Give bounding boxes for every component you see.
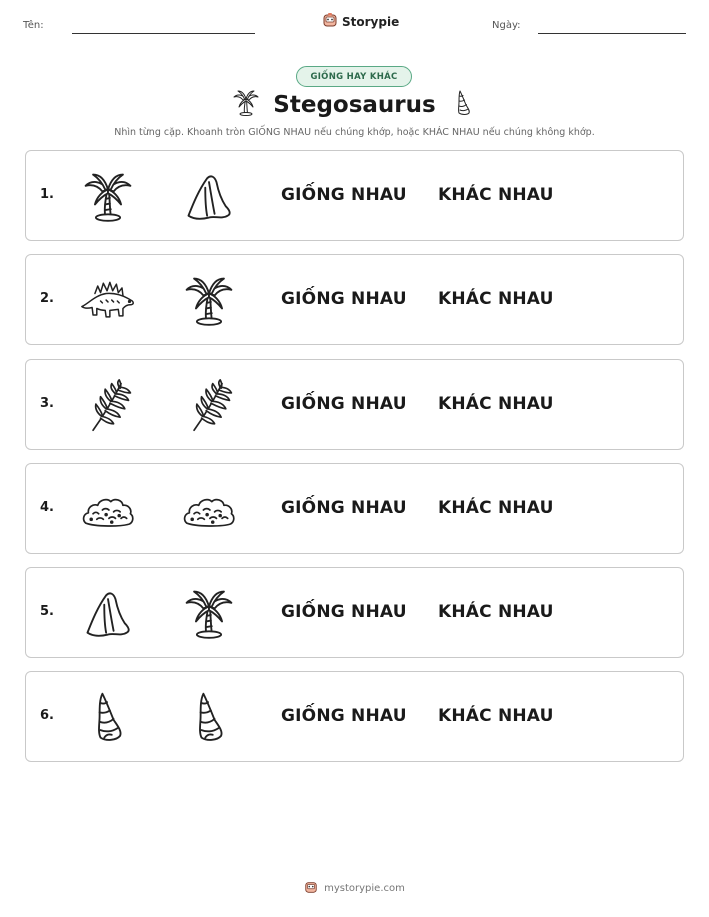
same-option[interactable]: GIỐNG NHAU bbox=[281, 498, 407, 518]
question-number: 1. bbox=[40, 187, 54, 202]
question-row bbox=[25, 254, 684, 345]
question-number: 6. bbox=[40, 708, 54, 723]
question-number: 5. bbox=[40, 604, 54, 619]
palm-tree-icon bbox=[231, 88, 261, 122]
category-badge: GIỐNG HAY KHÁC bbox=[296, 66, 412, 87]
different-option[interactable]: KHÁC NHAU bbox=[438, 706, 554, 726]
different-option[interactable]: KHÁC NHAU bbox=[438, 185, 554, 205]
same-option[interactable]: GIỐNG NHAU bbox=[281, 185, 407, 205]
footer bbox=[0, 879, 709, 898]
question-row bbox=[25, 463, 684, 554]
question-number: 4. bbox=[40, 500, 54, 515]
same-option[interactable]: GIỐNG NHAU bbox=[281, 602, 407, 622]
footer-url: mystorypie.com bbox=[324, 883, 405, 894]
different-option[interactable]: KHÁC NHAU bbox=[438, 498, 554, 518]
brand-name: Storypie bbox=[342, 15, 400, 29]
question-number: 2. bbox=[40, 291, 54, 306]
date-label: Ngày: bbox=[492, 20, 521, 31]
rock-icon bbox=[80, 586, 136, 642]
different-option[interactable]: KHÁC NHAU bbox=[438, 602, 554, 622]
name-field[interactable] bbox=[72, 33, 255, 34]
stegosaurus-icon bbox=[80, 273, 136, 329]
question-row bbox=[25, 359, 684, 450]
question-row bbox=[25, 671, 684, 762]
instructions: Nhìn từng cặp. Khoanh tròn GIỐNG NHAU nếu chúng khớp, hoặc KHÁC NHAU nếu chúng không khớp. bbox=[114, 127, 595, 138]
rock-icon bbox=[181, 169, 237, 225]
same-option[interactable]: GIỐNG NHAU bbox=[281, 394, 407, 414]
bush-icon bbox=[181, 482, 237, 538]
date-field[interactable] bbox=[538, 33, 686, 34]
different-option[interactable]: KHÁC NHAU bbox=[438, 394, 554, 414]
question-number: 3. bbox=[40, 396, 54, 411]
fern-leaf-icon bbox=[80, 378, 136, 434]
palm-tree-icon bbox=[80, 169, 136, 225]
horn-icon bbox=[448, 88, 478, 122]
brand-logo bbox=[322, 12, 399, 32]
different-option[interactable]: KHÁC NHAU bbox=[438, 289, 554, 309]
same-option[interactable]: GIỐNG NHAU bbox=[281, 289, 407, 309]
palm-tree-icon bbox=[181, 273, 237, 329]
question-row bbox=[25, 567, 684, 658]
same-option[interactable]: GIỐNG NHAU bbox=[281, 706, 407, 726]
page-title: Stegosaurus bbox=[273, 92, 436, 118]
bush-icon bbox=[80, 482, 136, 538]
storypie-mascot-icon bbox=[304, 879, 318, 898]
palm-tree-icon bbox=[181, 586, 237, 642]
question-row bbox=[25, 150, 684, 241]
storypie-mascot-icon bbox=[322, 12, 338, 32]
name-label: Tên: bbox=[23, 20, 44, 31]
fern-leaf-icon bbox=[181, 378, 237, 434]
horn-icon bbox=[80, 690, 136, 746]
title-row bbox=[0, 88, 709, 122]
horn-icon bbox=[181, 690, 237, 746]
